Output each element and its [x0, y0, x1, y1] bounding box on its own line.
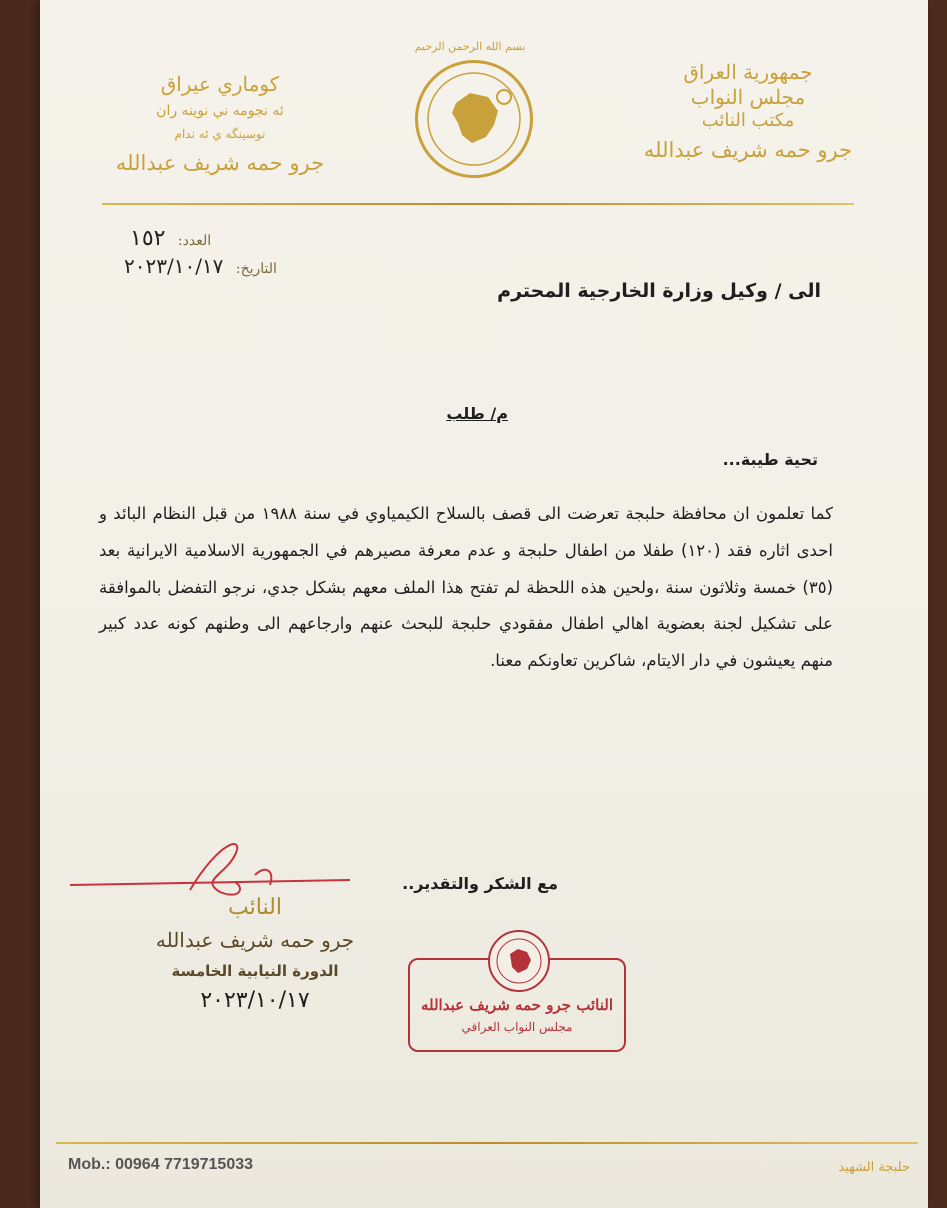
number-value: ١٥٢ — [130, 226, 166, 251]
header-left-line: جرو حمه شريف عبدالله — [115, 150, 325, 175]
header-left-line: ئه نجومه ني نوينه ران — [156, 103, 284, 119]
letter-page — [40, 0, 928, 1208]
letter-date — [124, 254, 277, 278]
addressee: الى / وكيل وزارة الخارجية المحترم — [497, 280, 821, 302]
header-left-line: نوسينگه ي ئه ندام — [174, 126, 266, 141]
date-value: ٢٠٢٣/١٠/١٧ — [124, 254, 224, 278]
signature-block — [115, 895, 395, 1013]
signature-session: الدورة النيابية الخامسة — [171, 962, 339, 980]
number-label: العدد: — [177, 233, 212, 249]
header-right-line: مجلس النواب — [690, 85, 806, 109]
footer-city: حلبجة الشهيد — [838, 1160, 910, 1175]
date-label: التاريخ: — [235, 261, 277, 277]
official-stamp — [408, 958, 626, 1052]
header-left — [110, 72, 330, 176]
signature-name: جرو حمه شريف عبدالله — [155, 928, 355, 952]
header-divider — [102, 203, 854, 205]
subject: م/ طلب — [446, 404, 508, 423]
basmala: بسم الله الرحمن الرحيم — [414, 40, 526, 53]
letter-number — [130, 226, 211, 251]
header-right-line: جرو حمه شريف عبدالله — [643, 137, 853, 162]
signature-title: النائب — [228, 895, 282, 920]
stamp-seal-icon — [488, 930, 550, 992]
header-left-line: كوماري عيراق — [160, 72, 280, 96]
footer-phone: Mob.: 00964 7719715033 — [68, 1156, 254, 1173]
header-right-line: جمهورية العراق — [683, 60, 813, 84]
closing: مع الشكر والتقدير.. — [402, 874, 558, 893]
header-right — [638, 60, 858, 163]
footer-divider — [56, 1142, 918, 1144]
greeting: تحية طيبة... — [722, 450, 818, 469]
header-right-line: مكتب النائب — [701, 110, 795, 131]
letter-body: كما تعلمون ان محافظة حلبجة تعرضت الى قصف بالسلاح الكيمياوي في سنة ١٩٨٨ من قبل النظام البائد و احدى اثاره فقد (١٢٠) طفلا من اطفال حلبجة و عدم معرفة مصيرهم في الجمهورية الاسلامية الايرانية بعد (٣٥) خمسة وثلاثون سنة ،ولحين هذه اللحظة لم تفتح هذا الملف معهم بشكل جدي، نرجو التفضل بالموافقة على تشكيل لجنة بعضوية اهالي اطفال مفقودي حلبجة للبحث عنهم وارجاعهم الى وطنهم كونه عدد كبير منهم يعيشون في دار الايتام، شاكرين تعاونكم معنا. — [99, 504, 833, 671]
stamp-subtext: مجلس النواب العراقي — [461, 1020, 573, 1034]
iraq-emblem-icon — [415, 60, 533, 178]
signature-date: ٢٠٢٣/١٠/١٧ — [200, 988, 310, 1013]
stamp-text: النائب جرو حمه شريف عبدالله — [420, 996, 614, 1014]
